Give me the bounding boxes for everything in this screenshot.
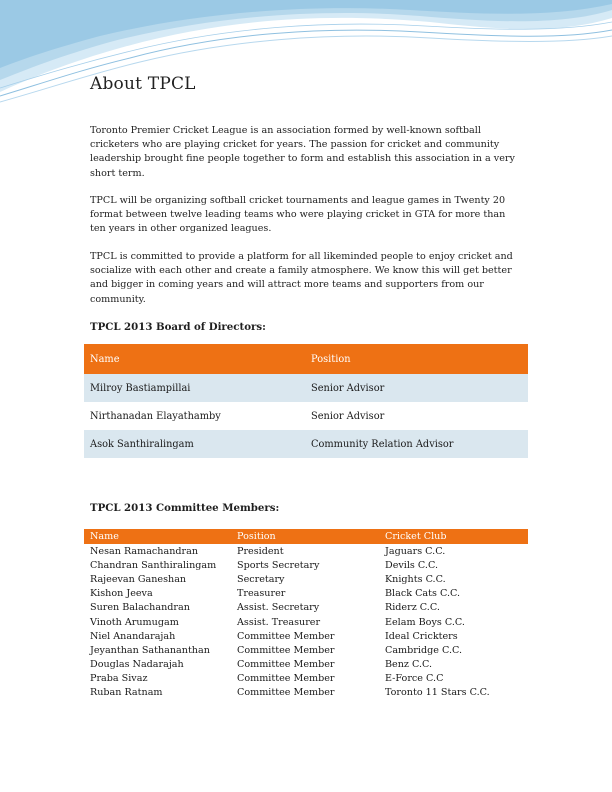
- member-club-cell: Eelam Boys C.C.: [385, 616, 465, 628]
- member-club-cell: Jaguars C.C.: [385, 545, 446, 557]
- table-row: [84, 374, 528, 402]
- member-position-cell: Assist. Secretary: [237, 602, 320, 614]
- table-row: [84, 672, 528, 686]
- board-header-name: Name: [90, 353, 120, 365]
- committee-table: [84, 529, 528, 700]
- member-position-cell: Treasurer: [237, 588, 286, 600]
- member-position-cell: Committee Member: [237, 644, 335, 656]
- table-row: [84, 587, 528, 601]
- member-club-cell: Cambridge C.C.: [385, 644, 463, 656]
- member-name-cell: Rajeevan Ganeshan: [90, 573, 187, 585]
- member-name-cell: Praba Sivaz: [90, 673, 148, 685]
- board-position-cell: Senior Advisor: [311, 410, 385, 422]
- member-name-cell: Suren Balachandran: [90, 602, 190, 614]
- member-club-cell: E-Force C.C: [385, 673, 444, 685]
- member-name-cell: Kishon Jeeva: [90, 588, 153, 600]
- member-name-cell: Nesan Ramachandran: [90, 545, 199, 557]
- board-position-cell: Senior Advisor: [311, 382, 385, 394]
- member-name-cell: Niel Anandarajah: [90, 630, 176, 642]
- table-row: [84, 658, 528, 672]
- table-row: [84, 686, 528, 700]
- table-row: [84, 572, 528, 586]
- board-name-cell: Nirthanadan Elayathamby: [90, 410, 221, 422]
- table-row: [84, 430, 528, 458]
- member-name-cell: Vinoth Arumugam: [90, 616, 179, 628]
- board-header-row: [84, 344, 528, 374]
- member-position-cell: Sports Secretary: [237, 559, 320, 571]
- board-name-cell: Milroy Bastiampillai: [90, 382, 191, 394]
- committee-header-name: Name: [90, 531, 119, 542]
- member-club-cell: Ideal Crickters: [385, 630, 458, 642]
- commitment-paragraph: TPCL is committed to provide a platform for all likeminded people to enjoy cricket and socialize with each other and create a family atmosphere. We know this will get better and bigger in coming years and will attract more teams and supporters from our community.: [90, 251, 513, 305]
- tournament-paragraph: TPCL will be organizing softball cricket tournaments and league games in Twenty 20 format between twelve leading teams who were playing cricket in GTA for more than ten years in other organized leagues.: [90, 195, 506, 235]
- member-club-cell: Knights C.C.: [385, 573, 446, 585]
- table-row: [84, 402, 528, 430]
- member-position-cell: Secretary: [237, 573, 285, 585]
- table-row: [84, 544, 528, 558]
- committee-header-position: Position: [237, 531, 276, 542]
- table-row: [84, 629, 528, 643]
- member-club-cell: Black Cats C.C.: [385, 588, 461, 600]
- committee-header-row: [84, 529, 528, 544]
- board-heading: TPCL 2013 Board of Directors:: [90, 321, 266, 333]
- member-name-cell: Ruban Ratnam: [90, 687, 163, 699]
- board-name-cell: Asok Santhiralingam: [90, 438, 194, 450]
- committee-heading: TPCL 2013 Committee Members:: [90, 502, 280, 514]
- member-position-cell: Committee Member: [237, 630, 335, 642]
- table-row: [84, 615, 528, 629]
- board-table: [84, 344, 528, 458]
- board-position-cell: Community Relation Advisor: [311, 438, 454, 450]
- page-title: About TPCL: [90, 74, 196, 94]
- committee-header-club: Cricket Club: [385, 531, 447, 542]
- board-header-position: Position: [311, 353, 351, 365]
- member-club-cell: Devils C.C.: [385, 559, 438, 571]
- member-club-cell: Toronto 11 Stars C.C.: [385, 687, 490, 699]
- header-wave-decoration: [0, 0, 612, 130]
- intro-paragraph: Toronto Premier Cricket League is an association formed by well-known softball cricketers who are playing cricket for years. The passion for cricket and community leadership brought fine people together to form and establish this association in a very short term.: [90, 125, 515, 179]
- member-name-cell: Chandran Santhiralingam: [90, 559, 217, 571]
- member-name-cell: Jeyanthan Sathananthan: [90, 644, 210, 656]
- table-row: [84, 601, 528, 615]
- member-name-cell: Douglas Nadarajah: [90, 659, 184, 671]
- member-position-cell: President: [237, 545, 284, 557]
- table-row: [84, 558, 528, 572]
- member-position-cell: Committee Member: [237, 673, 335, 685]
- table-row: [84, 643, 528, 657]
- member-club-cell: Riderz C.C.: [385, 602, 440, 614]
- member-club-cell: Benz C.C.: [385, 659, 433, 671]
- member-position-cell: Committee Member: [237, 659, 335, 671]
- member-position-cell: Assist. Treasurer: [237, 616, 321, 628]
- member-position-cell: Committee Member: [237, 687, 335, 699]
